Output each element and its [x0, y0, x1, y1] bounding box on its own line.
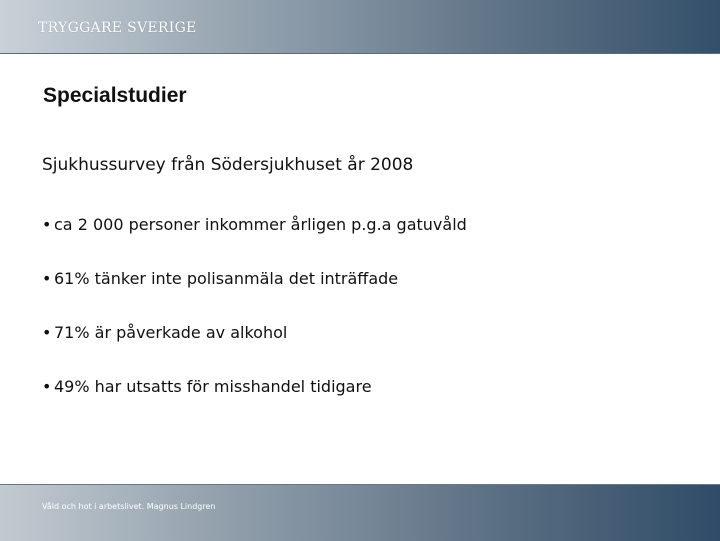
- header-band: [0, 0, 720, 54]
- bullet-dot-icon: •: [42, 323, 52, 342]
- brand-logo-text: TRYGGARE SVERIGE: [38, 20, 197, 36]
- bullet-item: [42, 266, 467, 320]
- bullet-text: 49% har utsatts för misshandel tidigare: [54, 377, 372, 396]
- bullet-dot-icon: •: [42, 377, 52, 396]
- bullet-item: [42, 374, 467, 428]
- slide-title: Specialstudier: [43, 84, 187, 107]
- bullet-dot-icon: •: [42, 269, 52, 288]
- bullet-item: [42, 320, 467, 374]
- bullet-dot-icon: •: [42, 215, 52, 234]
- bullet-list: [42, 212, 467, 428]
- bullet-item: [42, 212, 467, 266]
- bullet-text: ca 2 000 personer inkommer årligen p.g.a gatuvåld: [54, 215, 467, 234]
- bullet-text: 61% tänker inte polisanmäla det inträffade: [54, 269, 399, 288]
- footer-band: [0, 484, 720, 541]
- slide-subtitle: Sjukhussurvey från Södersjukhuset år 2008: [42, 155, 414, 175]
- footer-text: Våld och hot i arbetslivet. Magnus Lindgren: [42, 502, 216, 511]
- bullet-text: 71% är påverkade av alkohol: [54, 323, 288, 342]
